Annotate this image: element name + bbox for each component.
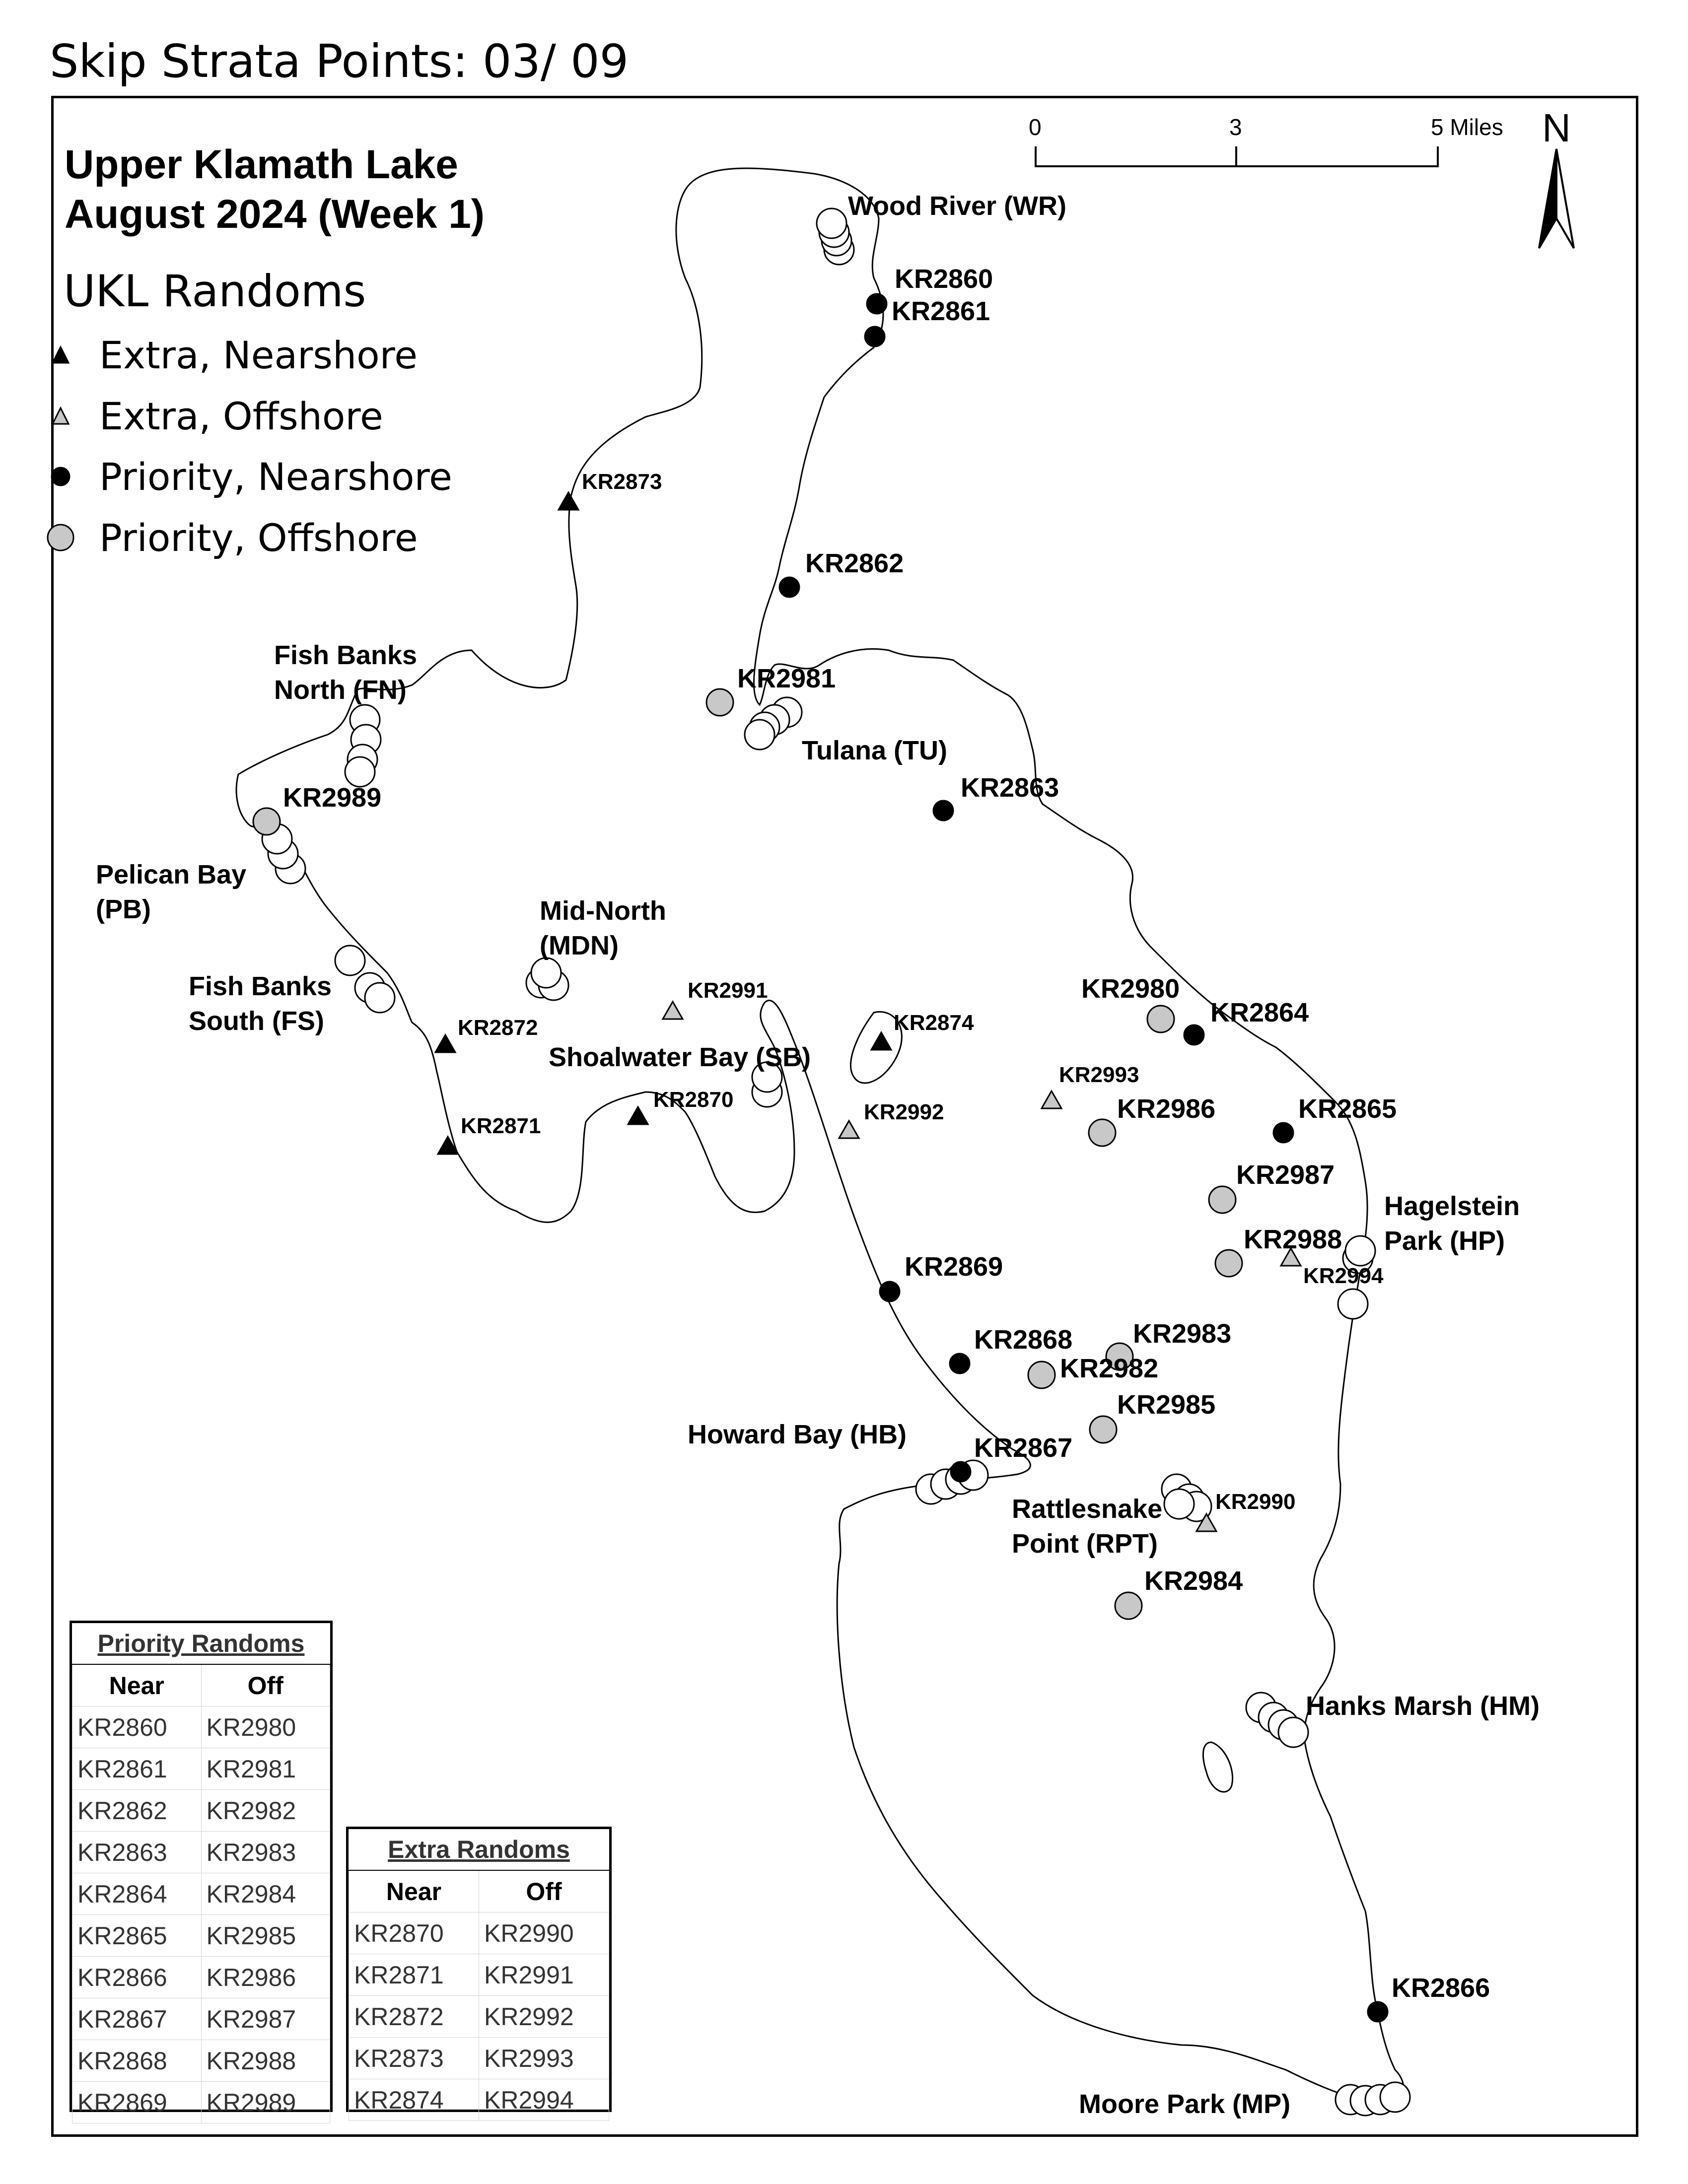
table-row <box>72 1748 330 1790</box>
point-label-KR2993: KR2993 <box>1059 1063 1139 1087</box>
point-KR2980 <box>1147 1006 1174 1032</box>
point-label-KR2985: KR2985 <box>1117 1390 1216 1420</box>
legend-item-priority-offshore <box>99 513 418 562</box>
point-label-KR2980: KR2980 <box>1081 974 1180 1004</box>
point-label-KR2874: KR2874 <box>894 1011 974 1035</box>
extra-randoms-table <box>346 1827 612 2112</box>
point-KR2981 <box>706 689 733 716</box>
table-cell: KR2869 <box>72 2082 202 2123</box>
legend-title: UKL Randoms <box>64 266 366 317</box>
table-row <box>72 2082 330 2123</box>
site-label-mp: Moore Park (MP) <box>1079 2089 1291 2119</box>
table-row <box>72 1957 330 1998</box>
site-marker-mdn <box>531 958 561 988</box>
table-cell: KR2988 <box>201 2040 330 2082</box>
table-row <box>349 2079 609 2121</box>
site-label-hp: Park (HP) <box>1384 1226 1505 1256</box>
legend-label: Priority, Nearshore <box>99 454 452 499</box>
north-arrow-label: N <box>1542 106 1571 150</box>
point-KR2991 <box>663 1002 683 1019</box>
point-label-KR2986: KR2986 <box>1117 1094 1216 1124</box>
table-header: Off <box>201 1664 330 1706</box>
point-label-KR2862: KR2862 <box>805 548 904 578</box>
table-row <box>72 2040 330 2082</box>
scale-tick-3: 3 <box>1229 114 1242 140</box>
priority-randoms-table <box>70 1621 333 2116</box>
point-label-KR2982: KR2982 <box>1060 1354 1159 1383</box>
point-label-KR2869: KR2869 <box>905 1252 1003 1282</box>
table-cell: KR2865 <box>72 1915 202 1957</box>
site-marker-mp <box>1380 2082 1410 2112</box>
table-row <box>349 1912 609 1954</box>
priority-table-caption: Priority Randoms <box>72 1623 330 1664</box>
legend-label: Priority, Offshore <box>99 515 418 560</box>
north-arrow-icon <box>1539 149 1574 248</box>
point-label-KR2867: KR2867 <box>974 1433 1073 1463</box>
point-KR2984 <box>1115 1592 1142 1619</box>
table-cell: KR2987 <box>201 1998 330 2040</box>
site-label-tu: Tulana (TU) <box>802 736 947 765</box>
map-title: Upper Klamath Lake <box>65 142 458 187</box>
site-marker-fs <box>335 946 365 975</box>
table-cell: KR2982 <box>201 1790 330 1832</box>
point-KR2982 <box>1028 1362 1055 1388</box>
site-marker-fn <box>345 757 375 787</box>
table-row <box>349 2038 609 2079</box>
site-label-wr: Wood River (WR) <box>848 191 1066 221</box>
table-cell: KR2862 <box>72 1790 202 1832</box>
point-label-KR2864: KR2864 <box>1210 998 1309 1027</box>
site-label-rpt: Rattlesnake <box>1012 1494 1163 1524</box>
table-row <box>72 1790 330 1832</box>
point-label-KR2868: KR2868 <box>974 1325 1073 1355</box>
site-marker-hp <box>1338 1289 1368 1319</box>
site-marker-hm <box>1278 1717 1308 1747</box>
point-label-KR2988: KR2988 <box>1244 1225 1342 1254</box>
point-label-KR2865: KR2865 <box>1298 1094 1397 1124</box>
legend-item-extra-offshore <box>99 391 383 441</box>
site-label-hp: Hagelstein <box>1384 1191 1520 1221</box>
site-label-fs: Fish Banks <box>189 971 332 1001</box>
table-header: Off <box>479 1870 609 1912</box>
table-cell: KR2994 <box>479 2079 609 2121</box>
point-KR2867 <box>951 1462 971 1482</box>
site-label-fs: South (FS) <box>189 1006 324 1036</box>
site-label-mdn: (MDN) <box>540 931 619 960</box>
table-cell: KR2874 <box>349 2079 479 2121</box>
table-row <box>72 1873 330 1915</box>
extra-table-caption: Extra Randoms <box>349 1829 609 1870</box>
table-cell: KR2986 <box>201 1957 330 1998</box>
point-KR2985 <box>1090 1416 1117 1443</box>
table-cell: KR2861 <box>72 1748 202 1790</box>
site-label-fn: Fish Banks <box>274 640 418 670</box>
table-cell: KR2991 <box>479 1954 609 1996</box>
table-row <box>72 1998 330 2040</box>
point-KR2866 <box>1368 2002 1388 2022</box>
point-KR2989 <box>253 808 280 835</box>
legend-item-priority-nearshore <box>99 452 452 501</box>
point-KR2865 <box>1273 1123 1293 1143</box>
site-label-pb: Pelican Bay <box>96 860 247 889</box>
point-KR2862 <box>779 577 799 597</box>
scale-bar <box>1036 146 1438 167</box>
point-KR2869 <box>880 1282 900 1301</box>
site-marker-fs <box>365 983 395 1013</box>
table-cell: KR2860 <box>72 1706 202 1748</box>
table-cell: KR2992 <box>479 1996 609 2038</box>
site-marker-wr <box>817 208 846 238</box>
point-label-KR2983: KR2983 <box>1133 1319 1232 1349</box>
point-label-KR2863: KR2863 <box>961 773 1059 803</box>
table-cell: KR2868 <box>72 2040 202 2082</box>
point-label-KR2991: KR2991 <box>688 978 768 1003</box>
point-KR2873 <box>559 492 578 510</box>
point-label-KR2870: KR2870 <box>653 1088 734 1112</box>
point-label-KR2992: KR2992 <box>864 1100 944 1124</box>
circle-gray-icon <box>45 522 76 553</box>
table-row <box>72 1832 330 1873</box>
table-cell: KR2985 <box>201 1915 330 1957</box>
point-KR2864 <box>1184 1025 1204 1045</box>
point-label-KR2861: KR2861 <box>892 296 990 326</box>
table-cell: KR2866 <box>72 1957 202 1998</box>
table-cell: KR2993 <box>479 2038 609 2079</box>
table-header: Near <box>72 1664 202 1706</box>
point-label-KR2984: KR2984 <box>1144 1566 1243 1596</box>
point-KR2992 <box>839 1121 859 1138</box>
site-label-mdn: Mid-North <box>540 896 666 926</box>
point-label-KR2990: KR2990 <box>1215 1490 1296 1514</box>
scale-tick-5: 5 Miles <box>1431 114 1503 140</box>
legend-label: Extra, Offshore <box>99 394 383 438</box>
table-cell: KR2980 <box>201 1706 330 1748</box>
table-cell: KR2870 <box>349 1912 479 1954</box>
legend-label: Extra, Nearshore <box>99 333 418 377</box>
point-label-KR2987: KR2987 <box>1236 1160 1335 1190</box>
table-header: Near <box>349 1870 479 1912</box>
table-cell: KR2872 <box>349 1996 479 2038</box>
point-label-KR2994: KR2994 <box>1303 1264 1384 1288</box>
point-KR2987 <box>1209 1186 1236 1213</box>
table-row <box>349 1996 609 2038</box>
point-label-KR2871: KR2871 <box>461 1114 541 1138</box>
point-label-KR2872: KR2872 <box>458 1016 538 1040</box>
table-cell: KR2984 <box>201 1873 330 1915</box>
site-label-rpt: Point (RPT) <box>1012 1529 1158 1559</box>
legend-item-extra-nearshore <box>99 330 418 380</box>
point-label-KR2873: KR2873 <box>582 470 662 494</box>
table-cell: KR2983 <box>201 1832 330 1873</box>
site-label-fn: North (FN) <box>274 675 407 705</box>
site-marker-hp <box>1345 1236 1375 1266</box>
table-cell: KR2867 <box>72 1998 202 2040</box>
table-cell: KR2873 <box>349 2038 479 2079</box>
site-label-hm: Hanks Marsh (HM) <box>1306 1691 1540 1721</box>
site-label-sb: Shoalwater Bay (SB) <box>549 1042 811 1072</box>
triangle-black-icon <box>45 339 76 371</box>
table-row <box>72 1915 330 1957</box>
site-label-hb: Howard Bay (HB) <box>688 1420 907 1449</box>
point-KR2986 <box>1089 1119 1116 1146</box>
point-label-KR2860: KR2860 <box>895 264 993 294</box>
point-label-KR2981: KR2981 <box>737 664 836 693</box>
point-KR2870 <box>628 1107 648 1124</box>
point-KR2874 <box>871 1032 891 1050</box>
point-label-KR2866: KR2866 <box>1392 1973 1490 2003</box>
table-cell: KR2871 <box>349 1954 479 1996</box>
circle-black-icon <box>45 461 76 492</box>
table-row <box>72 1706 330 1748</box>
scale-tick-0: 0 <box>1029 114 1042 140</box>
point-KR2861 <box>865 327 885 346</box>
point-KR2993 <box>1042 1091 1061 1108</box>
triangle-gray-icon <box>45 400 76 432</box>
table-cell: KR2981 <box>201 1748 330 1790</box>
table-cell: KR2864 <box>72 1873 202 1915</box>
point-label-KR2989: KR2989 <box>283 783 382 813</box>
table-row <box>349 1954 609 1996</box>
table-cell: KR2990 <box>479 1912 609 1954</box>
point-KR2868 <box>950 1354 970 1373</box>
table-cell: KR2863 <box>72 1832 202 1873</box>
site-marker-tu <box>745 720 774 750</box>
point-KR2988 <box>1215 1250 1242 1277</box>
hanks-island <box>1203 1742 1232 1792</box>
site-label-pb: (PB) <box>96 894 151 924</box>
table-cell: KR2989 <box>201 2082 330 2123</box>
point-KR2872 <box>435 1035 455 1052</box>
page-title: Skip Strata Points: 03/ 09 <box>50 35 629 88</box>
map-subtitle: August 2024 (Week 1) <box>65 192 485 237</box>
point-KR2863 <box>933 801 953 820</box>
point-KR2860 <box>867 294 887 314</box>
site-marker-rpt <box>1164 1489 1194 1519</box>
